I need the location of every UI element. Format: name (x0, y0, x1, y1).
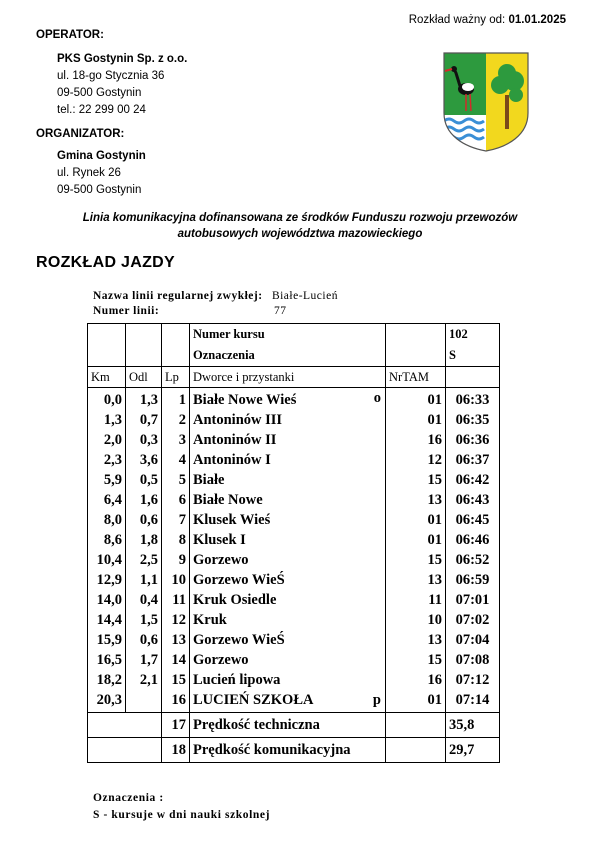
cell-nrtam (386, 690, 446, 713)
cell-time-text: 06:46 (455, 532, 490, 548)
cell-km-text: 10,4 (96, 552, 122, 568)
cell-odl-text: 1,7 (139, 652, 158, 668)
col-km: Km (88, 367, 126, 388)
cell-odl-text: 0,5 (139, 472, 158, 488)
cell-nrtam (386, 410, 446, 430)
line-number-row (93, 305, 393, 317)
cell-odl (126, 410, 162, 430)
cell-km-text: 6,4 (103, 492, 122, 508)
course-marks-label: Oznaczenia (190, 345, 386, 367)
cell-time-text: 07:04 (455, 632, 490, 648)
cell-time (446, 670, 500, 690)
cell-time (446, 650, 500, 670)
cell-nrtam-text: 16 (427, 672, 442, 688)
cell-odl-text: 0,6 (139, 512, 158, 528)
timetable (87, 323, 500, 763)
cell-time-text: 07:02 (455, 612, 490, 628)
cell-time-text: 07:12 (455, 672, 490, 688)
line-name-row (93, 290, 338, 302)
line-number-label: Numer linii: (93, 305, 160, 317)
cell-lp-text: 8 (178, 532, 186, 548)
cell-nrtam-text: 01 (427, 692, 442, 708)
cell-nrtam-text: 13 (427, 572, 442, 588)
table-row (88, 550, 500, 570)
cell-km (88, 430, 126, 450)
cell-lp (162, 550, 190, 570)
cell-stop (190, 430, 386, 450)
cell-lp (162, 590, 190, 610)
table-row (88, 610, 500, 630)
cell-lp (162, 470, 190, 490)
cell-nrtam (386, 650, 446, 670)
cell-nrtam-text: 16 (427, 432, 442, 448)
cell-lp (162, 570, 190, 590)
cell-nrtam-text: 12 (427, 452, 442, 468)
footer-lp: 17 (162, 713, 190, 738)
cell-lp (162, 510, 190, 530)
cell-time-text: 07:14 (455, 692, 490, 708)
line-name-value: Białe-Lucień (271, 290, 338, 302)
cell-time (446, 590, 500, 610)
cell-km (88, 450, 126, 470)
cell-nrtam-text: 01 (427, 392, 442, 408)
cell-odl-text: 1,6 (139, 492, 158, 508)
cell-odl-text: 1,5 (139, 612, 158, 628)
cell-odl-text: 1,1 (139, 572, 158, 588)
operator-block (57, 51, 187, 119)
table-row (88, 630, 500, 650)
cell-odl (126, 570, 162, 590)
cell-stop-text: Białe Nowe Wieś (193, 392, 297, 408)
cell-time (446, 610, 500, 630)
stop-mark: p (372, 692, 381, 708)
cell-odl-text: 1,8 (139, 532, 158, 548)
cell-km (88, 630, 126, 650)
footer-empty (88, 713, 162, 738)
cell-nrtam-text: 01 (427, 532, 442, 548)
cell-time (446, 630, 500, 650)
cell-time (446, 470, 500, 490)
legend-item: S - kursuje w dni nauki szkolnej (93, 809, 271, 821)
cell-stop (190, 570, 386, 590)
cell-lp-text: 9 (178, 552, 186, 568)
cell-time-text: 06:59 (455, 572, 490, 588)
cell-odl (126, 490, 162, 510)
cell-lp-text: 7 (178, 512, 186, 528)
cell-lp (162, 610, 190, 630)
cell-lp-text: 12 (171, 612, 186, 628)
table-row (88, 410, 500, 430)
cell-stop-text: Białe Nowe (193, 492, 263, 508)
cell-odl (126, 650, 162, 670)
line-number-value: 77 (274, 305, 287, 317)
cell-km (88, 690, 126, 713)
footer-empty (386, 738, 446, 763)
cell-lp-text: 2 (178, 412, 186, 428)
cell-nrtam (386, 530, 446, 550)
cell-stop (190, 450, 386, 470)
cell-lp-text: 16 (171, 692, 186, 708)
table-row (88, 570, 500, 590)
cell-odl-text: 1,3 (139, 392, 158, 408)
cell-lp (162, 388, 190, 411)
footer-value: 29,7 (446, 738, 500, 763)
cell-km-text: 12,9 (96, 572, 122, 588)
cell-stop-text: Klusek I (193, 532, 246, 548)
cell-nrtam (386, 490, 446, 510)
cell-km (88, 510, 126, 530)
column-header-row (88, 367, 500, 388)
cell-odl (126, 590, 162, 610)
cell-stop (190, 470, 386, 490)
cell-stop-text: LUCIEŃ SZKOŁA (193, 692, 314, 708)
organizer-heading: ORGANIZATOR: (36, 128, 125, 140)
cell-km-text: 20,3 (96, 692, 122, 708)
cell-odl-text: 0,3 (139, 432, 158, 448)
cell-nrtam (386, 630, 446, 650)
cell-stop (190, 530, 386, 550)
cell-lp-text: 4 (178, 452, 186, 468)
cell-stop (190, 650, 386, 670)
legend (93, 790, 270, 824)
cell-odl (126, 450, 162, 470)
cell-km-text: 2,0 (103, 432, 122, 448)
cell-km-text: 14,0 (96, 592, 122, 608)
cell-odl (126, 470, 162, 490)
cell-km (88, 670, 126, 690)
table-row (88, 650, 500, 670)
cell-lp (162, 690, 190, 713)
cell-km (88, 470, 126, 490)
cell-stop-text: Antoninów III (193, 412, 283, 428)
validity-date (409, 14, 566, 26)
cell-stop-text: Gorzewo (193, 552, 249, 568)
operator-heading: OPERATOR: (36, 29, 104, 41)
cell-odl-text: 0,7 (139, 412, 158, 428)
cell-nrtam-text: 15 (427, 652, 442, 668)
cell-nrtam-text: 13 (427, 492, 442, 508)
organizer-address2: 09-500 Gostynin (57, 184, 142, 196)
cell-stop-text: Kruk (193, 612, 227, 628)
cell-km-text: 1,3 (103, 412, 122, 428)
cell-odl-text: 0,6 (139, 632, 158, 648)
cell-odl (126, 630, 162, 650)
cell-odl (126, 430, 162, 450)
cell-stop (190, 410, 386, 430)
cell-nrtam (386, 430, 446, 450)
course-marks-row (88, 345, 500, 367)
cell-nrtam (386, 610, 446, 630)
cell-lp-text: 13 (171, 632, 186, 648)
line-name-label: Nazwa linii regularnej zwykłej: (93, 290, 263, 302)
cell-time (446, 490, 500, 510)
cell-stop (190, 590, 386, 610)
organizer-name: Gmina Gostynin (57, 150, 146, 162)
cell-stop-text: Lucień lipowa (193, 672, 281, 688)
cell-stop-text: Klusek Wieś (193, 512, 271, 528)
cell-nrtam (386, 510, 446, 530)
cell-time (446, 530, 500, 550)
cell-lp-text: 1 (178, 392, 186, 408)
cell-lp-text: 15 (171, 672, 186, 688)
funding-notice (40, 210, 560, 242)
cell-time (446, 690, 500, 713)
cell-nrtam-text: 01 (427, 512, 442, 528)
table-row (88, 388, 500, 411)
cell-stop-text: Gorzewo WieŚ (193, 632, 285, 648)
cell-lp (162, 650, 190, 670)
cell-time (446, 410, 500, 430)
cell-nrtam-text: 15 (427, 552, 442, 568)
cell-nrtam-text: 15 (427, 472, 442, 488)
cell-time (446, 430, 500, 450)
footer-empty (386, 713, 446, 738)
operator-address2: 09-500 Gostynin (57, 87, 142, 99)
cell-stop (190, 690, 386, 713)
cell-odl (126, 530, 162, 550)
footer-label: Prędkość komunikacyjna (190, 738, 386, 763)
cell-odl (126, 550, 162, 570)
cell-odl-text: 3,6 (139, 452, 158, 468)
footer-lp: 18 (162, 738, 190, 763)
cell-km-text: 15,9 (96, 632, 122, 648)
footer-label: Prędkość techniczna (190, 713, 386, 738)
cell-time-text: 06:37 (455, 452, 490, 468)
cell-nrtam (386, 470, 446, 490)
cell-stop-text: Gorzewo WieŚ (193, 572, 285, 588)
footer-value: 35,8 (446, 713, 500, 738)
operator-phone: tel.: 22 299 00 24 (57, 104, 146, 116)
cell-stop (190, 490, 386, 510)
cell-nrtam (386, 590, 446, 610)
validity-label: Rozkład ważny od: (408, 14, 506, 26)
cell-time-text: 06:35 (455, 412, 490, 428)
cell-lp (162, 490, 190, 510)
cell-nrtam (386, 388, 446, 411)
table-row (88, 470, 500, 490)
cell-odl (126, 388, 162, 411)
cell-odl-text: 0,4 (139, 592, 158, 608)
table-row (88, 670, 500, 690)
cell-nrtam-text: 13 (427, 632, 442, 648)
cell-km-text: 14,4 (96, 612, 122, 628)
cell-time-text: 07:01 (455, 592, 490, 608)
course-number-row (88, 324, 500, 346)
operator-name: PKS Gostynin Sp. z o.o. (57, 53, 188, 65)
cell-nrtam-text: 01 (427, 412, 442, 428)
page-title: ROZKŁAD JAZDY (36, 254, 176, 271)
footer-row (88, 713, 500, 738)
col-stops: Dworce i przystanki (190, 367, 386, 388)
cell-lp-text: 14 (171, 652, 186, 668)
cell-stop (190, 550, 386, 570)
cell-nrtam (386, 450, 446, 470)
organizer-block (57, 148, 146, 199)
cell-time (446, 450, 500, 470)
operator-address1: ul. 18-go Stycznia 36 (57, 70, 165, 82)
funding-notice-line2: autobusowych województwa mazowieckiego (177, 228, 423, 240)
cell-km (88, 590, 126, 610)
cell-lp (162, 410, 190, 430)
cell-lp-text: 10 (171, 572, 186, 588)
cell-time (446, 550, 500, 570)
cell-lp (162, 630, 190, 650)
cell-time-text: 06:43 (455, 492, 490, 508)
course-number: 102 (446, 324, 500, 346)
cell-km-text: 16,5 (96, 652, 122, 668)
cell-nrtam (386, 550, 446, 570)
cell-lp-text: 3 (178, 432, 186, 448)
legend-heading: Oznaczenia : (93, 792, 164, 804)
cell-lp (162, 450, 190, 470)
cell-time (446, 570, 500, 590)
cell-time-text: 06:42 (455, 472, 490, 488)
footer-empty (88, 738, 162, 763)
table-row (88, 510, 500, 530)
cell-km-text: 5,9 (103, 472, 122, 488)
cell-stop-text: Antoninów I (193, 452, 271, 468)
cell-odl (126, 670, 162, 690)
cell-km (88, 650, 126, 670)
cell-stop-text: Antoninów II (193, 432, 277, 448)
table-row (88, 690, 500, 713)
cell-km-text: 8,0 (103, 512, 122, 528)
table-row (88, 590, 500, 610)
cell-time-text: 06:45 (455, 512, 490, 528)
table-row (88, 450, 500, 470)
cell-stop-text: Gorzewo (193, 652, 249, 668)
cell-km-text: 0,0 (103, 392, 122, 408)
cell-stop-text: Kruk Osiedle (193, 592, 277, 608)
coat-of-arms-icon (442, 51, 530, 153)
cell-stop (190, 388, 386, 411)
cell-stop-text: Białe (193, 472, 225, 488)
cell-time (446, 388, 500, 411)
cell-odl (126, 690, 162, 713)
cell-odl-text: 2,1 (139, 672, 158, 688)
cell-km (88, 550, 126, 570)
cell-time-text: 06:36 (455, 432, 490, 448)
col-odl: Odl (126, 367, 162, 388)
organizer-address1: ul. Rynek 26 (57, 167, 121, 179)
cell-km (88, 530, 126, 550)
validity-value: 01.01.2025 (508, 14, 566, 26)
cell-odl (126, 610, 162, 630)
cell-km (88, 410, 126, 430)
cell-km-text: 2,3 (103, 452, 122, 468)
cell-km (88, 388, 126, 411)
cell-lp (162, 430, 190, 450)
cell-km (88, 570, 126, 590)
footer-row (88, 738, 500, 763)
funding-notice-line1: Linia komunikacyjna dofinansowana ze środków Funduszu rozwoju przewozów (82, 212, 518, 224)
cell-time-text: 06:33 (455, 392, 490, 408)
cell-stop (190, 510, 386, 530)
course-mark: S (446, 345, 500, 367)
cell-odl-text: 2,5 (139, 552, 158, 568)
cell-km-text: 8,6 (103, 532, 122, 548)
cell-time-text: 06:52 (455, 552, 490, 568)
stop-mark: o (373, 390, 381, 406)
cell-nrtam-text: 10 (427, 612, 442, 628)
cell-time (446, 510, 500, 530)
cell-lp-text: 11 (172, 592, 186, 608)
cell-stop (190, 610, 386, 630)
table-row (88, 430, 500, 450)
table-row (88, 490, 500, 510)
cell-lp (162, 530, 190, 550)
cell-nrtam-text: 11 (428, 592, 442, 608)
cell-nrtam (386, 670, 446, 690)
cell-lp-text: 6 (178, 492, 186, 508)
cell-time-text: 07:08 (455, 652, 490, 668)
table-row (88, 530, 500, 550)
cell-odl (126, 510, 162, 530)
cell-km (88, 610, 126, 630)
course-number-label: Numer kursu (190, 324, 386, 346)
cell-stop (190, 670, 386, 690)
col-lp: Lp (162, 367, 190, 388)
cell-km-text: 18,2 (96, 672, 122, 688)
cell-lp (162, 670, 190, 690)
col-nrtam: NrTAM (386, 367, 446, 388)
cell-lp-text: 5 (178, 472, 186, 488)
cell-stop (190, 630, 386, 650)
cell-nrtam (386, 570, 446, 590)
cell-km (88, 490, 126, 510)
